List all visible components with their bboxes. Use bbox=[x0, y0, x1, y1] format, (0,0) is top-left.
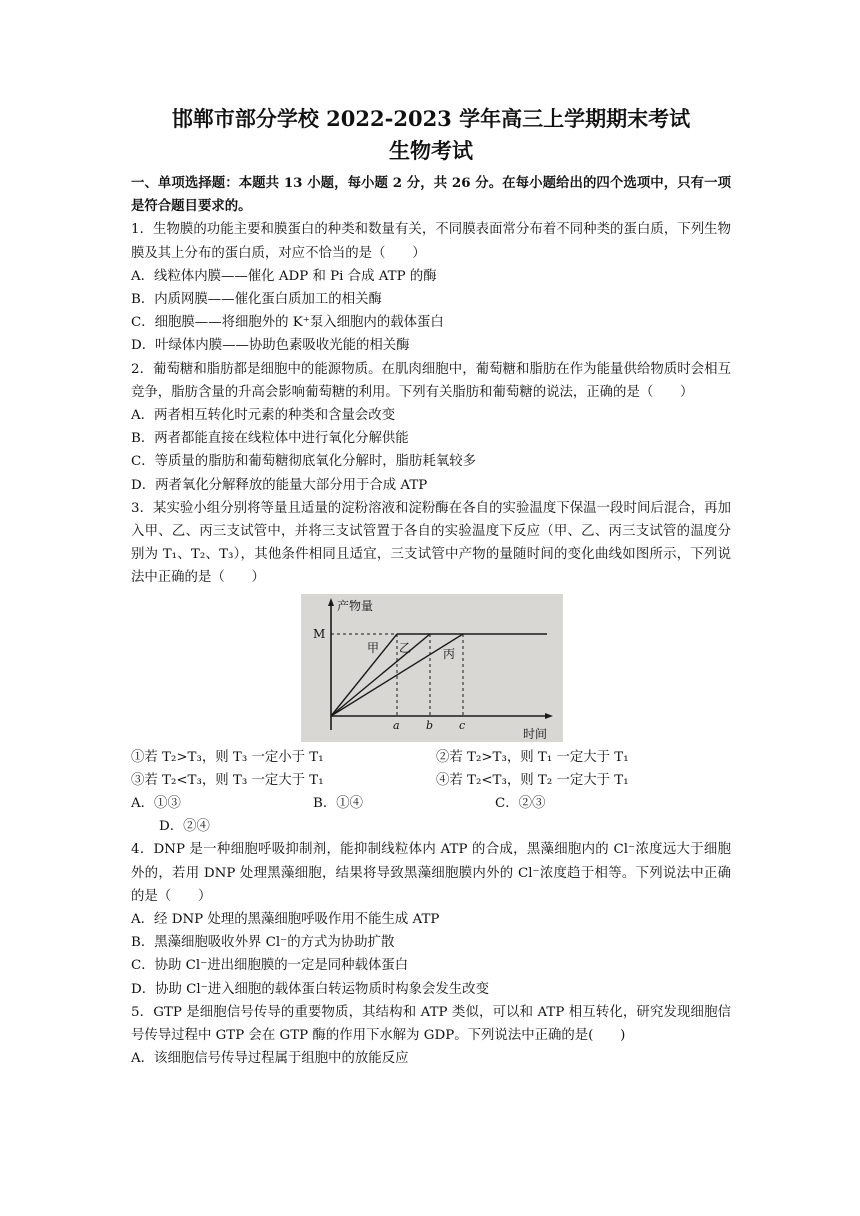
q2-option-b: B．两者都能直接在线粒体中进行氧化分解供能 bbox=[131, 431, 409, 447]
exam-page bbox=[131, 104, 731, 1071]
q3-option-b: B．①④ bbox=[313, 796, 364, 812]
q3-statement-4: ④若 T₂<T₃，则 T₂ 一定大于 T₁ bbox=[436, 772, 629, 788]
q3-statement-2: ②若 T₂>T₃，则 T₁ 一定大于 T₁ bbox=[436, 749, 629, 765]
tick-a: a bbox=[393, 718, 400, 732]
q2-stem: 2．葡萄糖和脂肪都是细胞中的能源物质。在肌肉细胞中，葡萄糖和脂肪在作为能量供给物质时会相互竞争，脂肪含量的升高会影响葡萄糖的利用。下列有关脂肪和葡萄糖的说法，正确的是（ ） bbox=[131, 361, 731, 400]
q3-statements-row-1 bbox=[131, 746, 731, 769]
label-yi: 乙 bbox=[399, 640, 412, 655]
q4-option-b: B．黑藻细胞吸收外界 Cl⁻的方式为协助扩散 bbox=[131, 935, 395, 951]
x-axis-label: 时间 bbox=[523, 726, 548, 741]
exam-subtitle: 生物考试 bbox=[389, 138, 473, 163]
section-heading: 一、单项选择题：本题共 13 小题，每小题 2 分，共 26 分。在每小题给出的四个选项中，只有一项是符合题目要求的。 bbox=[131, 175, 731, 215]
label-bing: 丙 bbox=[443, 646, 456, 661]
y-axis-label: 产物量 bbox=[337, 598, 374, 613]
q4-option-a: A．经 DNP 处理的黑藻细胞呼吸作用不能生成 ATP bbox=[131, 912, 440, 928]
series-yi-line bbox=[331, 634, 430, 716]
q3-statement-1: ①若 T₂>T₃，则 T₃ 一定小于 T₁ bbox=[131, 749, 324, 765]
m-label: M bbox=[313, 626, 326, 641]
q3-stem: 3．某实验小组分别将等量且适量的淀粉溶液和淀粉酶在各自的实验温度下保温一段时间后混合，再加入甲、乙、丙三支试管中，并将三支试管置于各自的实验温度下反应（甲、乙、丙三支试管的温度分别为 T₁、T₂、T₃），其他条件相同且适宜，三支试管中产物的量随时间的变化曲线如图所示，下列说法中正确的是（ ） bbox=[131, 500, 731, 586]
q5-stem: 5．GTP 是细胞信号传导的重要物质，其结构和 ATP 类似，可以和 ATP 相互转化，研究发现细胞信号传导过程中 GTP 会在 GTP 酶的作用下水解为 GDP。下列说法中正确的是( ) bbox=[131, 1004, 731, 1044]
q4-option-c: C．协助 Cl⁻进出细胞膜的一定是同种载体蛋白 bbox=[131, 958, 409, 974]
x-axis-arrow bbox=[545, 713, 553, 719]
q1-stem: 1．生物膜的功能主要和膜蛋白的种类和数量有关，不同膜表面常分布着不同种类的蛋白质，下列生物膜及其上分布的蛋白质，对应不恰当的是（ ） bbox=[131, 222, 731, 261]
q5-option-a: A．该细胞信号传导过程属于组胞中的放能反应 bbox=[131, 1051, 409, 1067]
product-time-graph bbox=[301, 594, 563, 742]
y-axis-arrow bbox=[328, 598, 334, 606]
q2-option-d: D．两者氧化分解释放的能量大部分用于合成 ATP bbox=[131, 477, 428, 493]
tick-b: b bbox=[426, 718, 434, 732]
q1-option-d: D．叶绿体内膜——协助色素吸收光能的相关酶 bbox=[131, 338, 410, 354]
label-jia: 甲 bbox=[367, 640, 380, 655]
q3-statements-row-2 bbox=[131, 769, 731, 792]
q4-stem: 4．DNP 是一种细胞呼吸抑制剂，能抑制线粒体内 ATP 的合成，黑藻细胞内的 Cl⁻浓度远大于细胞外的，若用 DNP 处理黑藻细胞，结果将导致黑藻细胞膜内外的 Cl⁻浓度趋于相等。下列说法中正确的是（ ） bbox=[131, 842, 731, 904]
q2-option-a: A．两者相互转化时元素的种类和含量会改变 bbox=[131, 408, 396, 424]
exam-title: 邯郸市部分学校 2022-2023 学年高三上学期期末考试 bbox=[171, 106, 691, 131]
q3-option-d: D．②④ bbox=[159, 819, 210, 835]
tick-c: c bbox=[459, 718, 466, 732]
q4-option-d: D．协助 Cl⁻进入细胞的载体蛋白转运物质时构象会发生改变 bbox=[131, 981, 489, 997]
series-jia-line bbox=[331, 634, 397, 716]
q3-statement-3: ③若 T₂<T₃，则 T₃ 一定大于 T₁ bbox=[131, 772, 324, 788]
q3-option-a: A．①③ bbox=[131, 796, 181, 812]
q3-options-row bbox=[131, 792, 731, 815]
q2-option-c: C．等质量的脂肪和葡萄糖彻底氧化分解时，脂肪耗氧较多 bbox=[131, 454, 477, 470]
q3-option-c: C．②③ bbox=[495, 796, 546, 812]
graph-svg bbox=[301, 594, 563, 742]
q1-option-a: A．线粒体内膜——催化 ADP 和 Pi 合成 ATP 的酶 bbox=[131, 268, 437, 284]
q1-option-c: C．细胞膜——将细胞外的 K⁺泵入细胞内的载体蛋白 bbox=[131, 315, 444, 331]
q1-option-b: B．内质网膜——催化蛋白质加工的相关酶 bbox=[131, 292, 382, 308]
